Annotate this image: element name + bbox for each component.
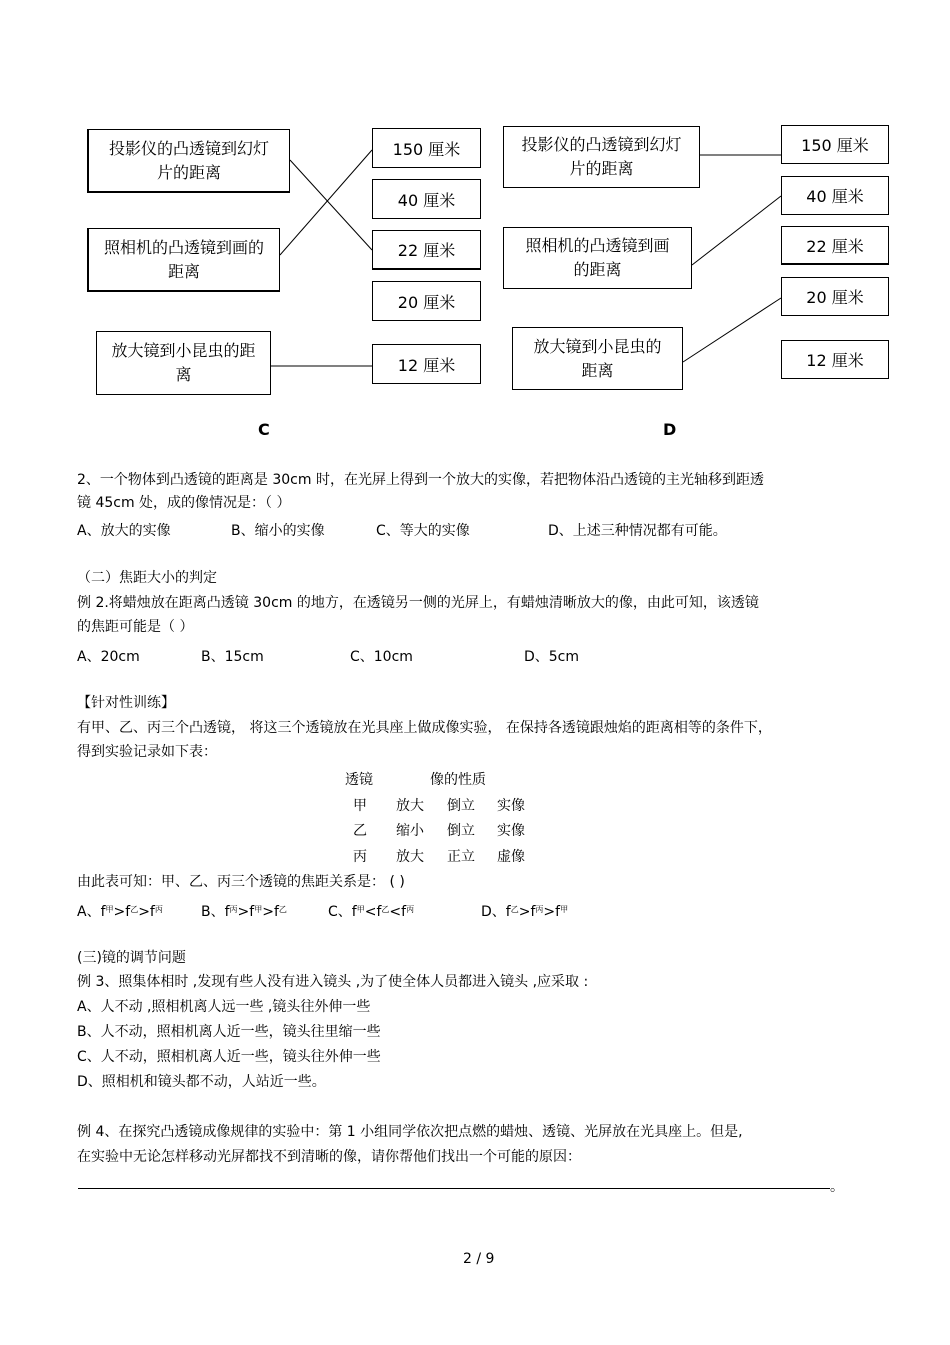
q2-option-a: A、放大的实像 xyxy=(77,523,171,539)
table-cell: 倒立 xyxy=(447,823,475,839)
answer-blank-end: 。 xyxy=(830,1179,844,1195)
section3-heading: (三)镜的调节问题 xyxy=(77,950,186,966)
example2-line1: 例 2.将蜡烛放在距离凸透镜 30cm 的地方，在透镜另一侧的光屏上，有蜡烛清晰放大的像，由此可知，该透镜 xyxy=(77,595,759,611)
training-question: 由此表可知：甲、乙、丙三个透镜的焦距关系是： ( ) xyxy=(77,874,405,890)
training-option-a: A、$f^甲>f^乙>f^丙$ xyxy=(77,904,163,920)
training-line2: 得到实验记录如下表： xyxy=(77,744,217,760)
table-cell: 缩小 xyxy=(396,823,424,839)
d-right-40: 40 厘米 xyxy=(781,176,889,215)
c-right-150: 150 厘米 xyxy=(372,128,481,168)
table-cell: 虚像 xyxy=(497,849,525,865)
diagram-d-label: D xyxy=(663,420,677,439)
training-option-c: C、$f^甲<f^乙<f^丙$ xyxy=(328,904,415,920)
line-c-camera-150 xyxy=(280,150,372,255)
diagram-c-label: C xyxy=(258,420,270,439)
table-cell: 倒立 xyxy=(447,798,475,814)
training-heading: 【针对性训练】 xyxy=(77,695,175,711)
ex2-option-a: A、20cm xyxy=(77,649,140,665)
q2-option-c: C、等大的实像 xyxy=(376,523,470,539)
training-option-d: D、$f^乙>f^丙>f^甲$ xyxy=(481,904,569,920)
ex3-option-d: D、照相机和镜头都不动，人站近一些。 xyxy=(77,1074,326,1090)
c-right-22: 22 厘米 xyxy=(372,230,481,270)
line-c-projector-22 xyxy=(290,160,372,250)
c-right-20: 20 厘米 xyxy=(372,281,481,321)
ex2-option-b: B、15cm xyxy=(201,649,264,665)
d-right-150: 150 厘米 xyxy=(781,125,889,164)
table-cell: 实像 xyxy=(497,798,525,814)
table-cell: 正立 xyxy=(447,849,475,865)
ex2-option-c: C、10cm xyxy=(350,649,413,665)
table-cell: 放大 xyxy=(396,798,424,814)
ex3-option-b: B、人不动，照相机离人近一些，镜头往里缩一些 xyxy=(77,1024,381,1040)
c-left-magnifier: 放大镜到小昆虫的距离 xyxy=(96,331,271,395)
example3-line: 例 3、照集体相时 ,发现有些人没有进入镜头 ,为了使全体人员都进入镜头 ,应采取 : xyxy=(77,974,589,990)
ex2-option-d: D、5cm xyxy=(524,649,580,665)
section2-heading: （二）焦距大小的判定 xyxy=(77,570,217,586)
d-left-camera: 照相机的凸透镜到画的距离 xyxy=(503,227,692,289)
table-header-lens: 透镜 xyxy=(345,772,373,788)
table-cell: 放大 xyxy=(396,849,424,865)
c-left-camera: 照相机的凸透镜到画的距离 xyxy=(87,228,280,292)
d-right-12: 12 厘米 xyxy=(781,340,889,379)
answer-blank-line xyxy=(78,1188,830,1189)
d-right-22: 22 厘米 xyxy=(781,226,889,265)
table-cell: 甲 xyxy=(353,798,367,814)
table-cell: 丙 xyxy=(353,849,367,865)
ex3-option-a: A、人不动 ,照相机离人远一些 ,镜头往外伸一些 xyxy=(77,999,371,1015)
example4-line2: 在实验中无论怎样移动光屏都找不到清晰的像，请你帮他们找出一个可能的原因： xyxy=(77,1149,581,1165)
example2-line2: 的焦距可能是（ ） xyxy=(77,619,194,635)
table-cell: 实像 xyxy=(497,823,525,839)
d-right-20: 20 厘米 xyxy=(781,277,889,316)
training-option-b: B、$f^丙>f^甲>f^乙$ xyxy=(201,904,287,920)
q2-line1: 2、一个物体到凸透镜的距离是 30cm 时，在光屏上得到一个放大的实像，若把物体沿凸透镜的主光轴移到距透 xyxy=(77,472,764,488)
q2-line2: 镜 45cm 处，成的像情况是：（ ） xyxy=(77,495,291,511)
d-left-projector: 投影仪的凸透镜到幻灯片的距离 xyxy=(503,126,700,188)
table-cell: 乙 xyxy=(353,823,367,839)
c-left-projector: 投影仪的凸透镜到幻灯片的距离 xyxy=(87,129,290,193)
c-right-40: 40 厘米 xyxy=(372,179,481,219)
page-number: 2 / 9 xyxy=(463,1251,495,1267)
d-left-magnifier: 放大镜到小昆虫的距离 xyxy=(512,327,683,390)
table-header-property: 像的性质 xyxy=(430,772,486,788)
c-right-12: 12 厘米 xyxy=(372,344,481,384)
ex3-option-c: C、人不动，照相机离人近一些，镜头往外伸一些 xyxy=(77,1049,381,1065)
q2-option-d: D、上述三种情况都有可能。 xyxy=(548,523,727,539)
q2-option-b: B、缩小的实像 xyxy=(231,523,325,539)
line-d-magnifier-20 xyxy=(683,298,781,362)
example4-line1: 例 4、在探究凸透镜成像规律的实验中：第 1 小组同学依次把点燃的蜡烛、透镜、光屏放在光具座上。但是, xyxy=(77,1124,743,1140)
line-d-camera-40 xyxy=(692,196,781,265)
training-line1: 有甲、乙、丙三个凸透镜， 将这三个透镜放在光具座上做成像实验， 在保持各透镜跟烛焰的距离相等的条件下， xyxy=(77,720,772,736)
